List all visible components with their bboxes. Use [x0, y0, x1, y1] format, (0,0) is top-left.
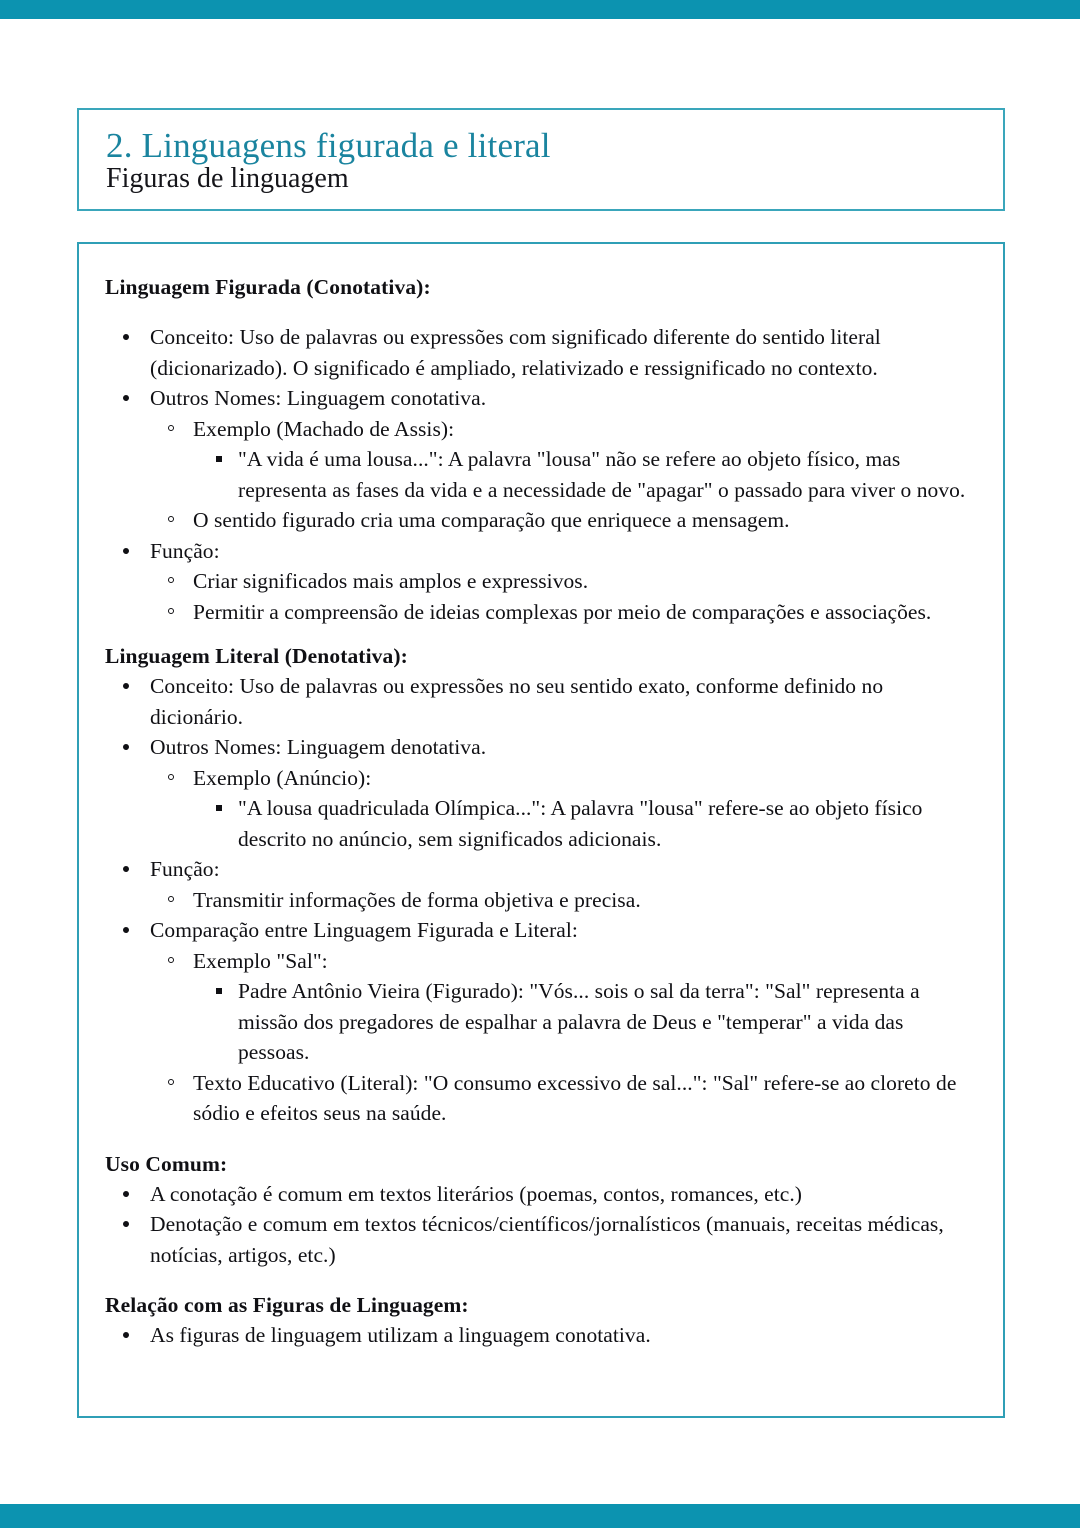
circle-bullet-icon	[168, 896, 174, 902]
spacer	[105, 627, 979, 641]
list-item	[110, 536, 979, 567]
disc-bullet-icon	[123, 1332, 129, 1338]
list-item-text: Denotação e comum em textos técnicos/científicos/jornalísticos (manuais, receitas médicas, notícias, artigos, etc.)	[150, 1212, 944, 1267]
list-literal-level2-sal	[105, 946, 979, 977]
list-item	[110, 915, 979, 946]
list-item	[110, 1320, 979, 1351]
spacer	[105, 302, 979, 322]
list-item-text: Outros Nomes: Linguagem conotativa.	[150, 386, 487, 410]
list-item	[154, 414, 979, 445]
disc-bullet-icon	[123, 744, 129, 750]
square-bullet-icon	[216, 456, 222, 462]
top-accent-band	[0, 0, 1080, 19]
list-item	[154, 885, 979, 916]
list-item	[110, 854, 979, 885]
list-item	[154, 505, 979, 536]
list-item-text: Outros Nomes: Linguagem denotativa.	[150, 735, 487, 759]
list-item-text: Exemplo "Sal":	[193, 948, 328, 973]
list-item-text: "A lousa quadriculada Olímpica...": A palavra "lousa" refere-se ao objeto físico descrito no anúncio, sem significados adicionais.	[238, 796, 923, 851]
list-item-text: Função:	[150, 857, 220, 881]
page-title: 2. Linguagens figurada e literal	[106, 126, 551, 165]
list-item	[201, 976, 979, 1068]
disc-bullet-icon	[123, 927, 129, 933]
list-item-text: Criar significados mais amplos e expressivos.	[193, 569, 589, 593]
list-item	[110, 1179, 979, 1210]
list-figurada-level3-a	[105, 444, 979, 505]
circle-bullet-icon	[168, 774, 174, 780]
list-literal-level2-educativo	[105, 1068, 979, 1129]
list-item-text: Comparação entre Linguagem Figurada e Literal:	[150, 918, 578, 942]
disc-bullet-icon	[123, 1221, 129, 1227]
list-item-text: Transmitir informações de forma objetiva e precisa.	[193, 887, 641, 912]
list-item	[110, 383, 979, 414]
list-item-text: As figuras de linguagem utilizam a linguagem conotativa.	[150, 1323, 651, 1347]
list-item-text: O sentido figurado cria uma comparação que enriquece a mensagem.	[193, 508, 790, 532]
list-item-text: Conceito: Uso de palavras ou expressões no seu sentido exato, conforme definido no dicionário.	[150, 674, 884, 729]
list-item-text: Conceito: Uso de palavras ou expressões com significado diferente do sentido literal (dicionarizado). O significado é ampliado, relativizado e ressignificado no contexto.	[150, 325, 881, 380]
square-bullet-icon	[216, 988, 222, 994]
list-item-text: A conotação é comum em textos literários (poemas, contos, romances, etc.)	[150, 1181, 803, 1206]
list-item	[154, 1068, 979, 1129]
list-figurada-level2-b	[105, 505, 979, 536]
list-literal-level1	[105, 671, 979, 763]
list-item	[154, 566, 979, 597]
list-item	[154, 946, 979, 977]
list-literal-level1-comparacao	[105, 915, 979, 946]
bottom-accent-band	[0, 1504, 1080, 1528]
disc-bullet-icon	[123, 395, 129, 401]
page-subtitle: Figuras de linguagem	[106, 163, 349, 194]
list-item-text: Permitir a compreensão de ideias complexas por meio de comparações e associações.	[193, 599, 932, 624]
list-item	[201, 793, 979, 854]
list-item-text: Exemplo (Anúncio):	[193, 765, 372, 790]
list-item	[110, 322, 979, 383]
list-literal-level2-funcao	[105, 885, 979, 916]
list-item	[110, 1209, 979, 1270]
section-heading-literal: Linguagem Literal (Denotativa):	[105, 644, 408, 668]
circle-bullet-icon	[168, 425, 174, 431]
list-item	[110, 732, 979, 763]
list-item-text: Texto Educativo (Literal): "O consumo excessivo de sal...": "Sal" refere-se ao cloreto de sódio e efeitos seus na saúde.	[193, 1070, 957, 1125]
list-literal-level2-a	[105, 763, 979, 794]
title-card	[77, 108, 1005, 211]
content-card	[77, 242, 1005, 1418]
section-heading-relacao: Relação com as Figuras de Linguagem:	[105, 1293, 469, 1317]
list-item-text: Exemplo (Machado de Assis):	[193, 416, 455, 441]
section-heading-uso-comum: Uso Comum:	[105, 1151, 228, 1176]
list-item	[154, 763, 979, 794]
list-literal-level1-funcao	[105, 854, 979, 885]
circle-bullet-icon	[168, 1079, 174, 1085]
circle-bullet-icon	[168, 957, 174, 963]
circle-bullet-icon	[168, 608, 174, 614]
list-literal-level3-a	[105, 793, 979, 854]
list-relacao	[105, 1320, 979, 1351]
list-figurada-level2-a	[105, 414, 979, 445]
list-item-text: "A vida é uma lousa...": A palavra "lousa" não se refere ao objeto físico, mas representa as fases da vida e a necessidade de "apagar" o passado para viver o novo.	[238, 447, 966, 502]
list-item-text: Padre Antônio Vieira (Figurado): "Vós... sois o sal da terra": "Sal" representa a missão dos pregadores de espalhar a palavra de Deus e "temperar" a vida das pessoas.	[238, 979, 920, 1064]
list-item-text: Função:	[150, 538, 220, 563]
list-uso-comum	[105, 1179, 979, 1271]
disc-bullet-icon	[123, 334, 129, 340]
section-heading-figurada: Linguagem Figurada (Conotativa):	[105, 275, 431, 299]
list-figurada-level1	[105, 322, 979, 414]
disc-bullet-icon	[123, 1191, 129, 1197]
list-item	[201, 444, 979, 505]
list-figurada-level1-funcao	[105, 536, 979, 567]
disc-bullet-icon	[123, 548, 129, 554]
disc-bullet-icon	[123, 866, 129, 872]
list-item	[110, 671, 979, 732]
spacer	[105, 1270, 979, 1290]
square-bullet-icon	[216, 805, 222, 811]
list-literal-level3-vieira	[105, 976, 979, 1068]
disc-bullet-icon	[123, 683, 129, 689]
list-figurada-level2-funcao	[105, 566, 979, 627]
circle-bullet-icon	[168, 516, 174, 522]
list-item	[154, 597, 979, 628]
circle-bullet-icon	[168, 577, 174, 583]
spacer	[105, 1129, 979, 1149]
